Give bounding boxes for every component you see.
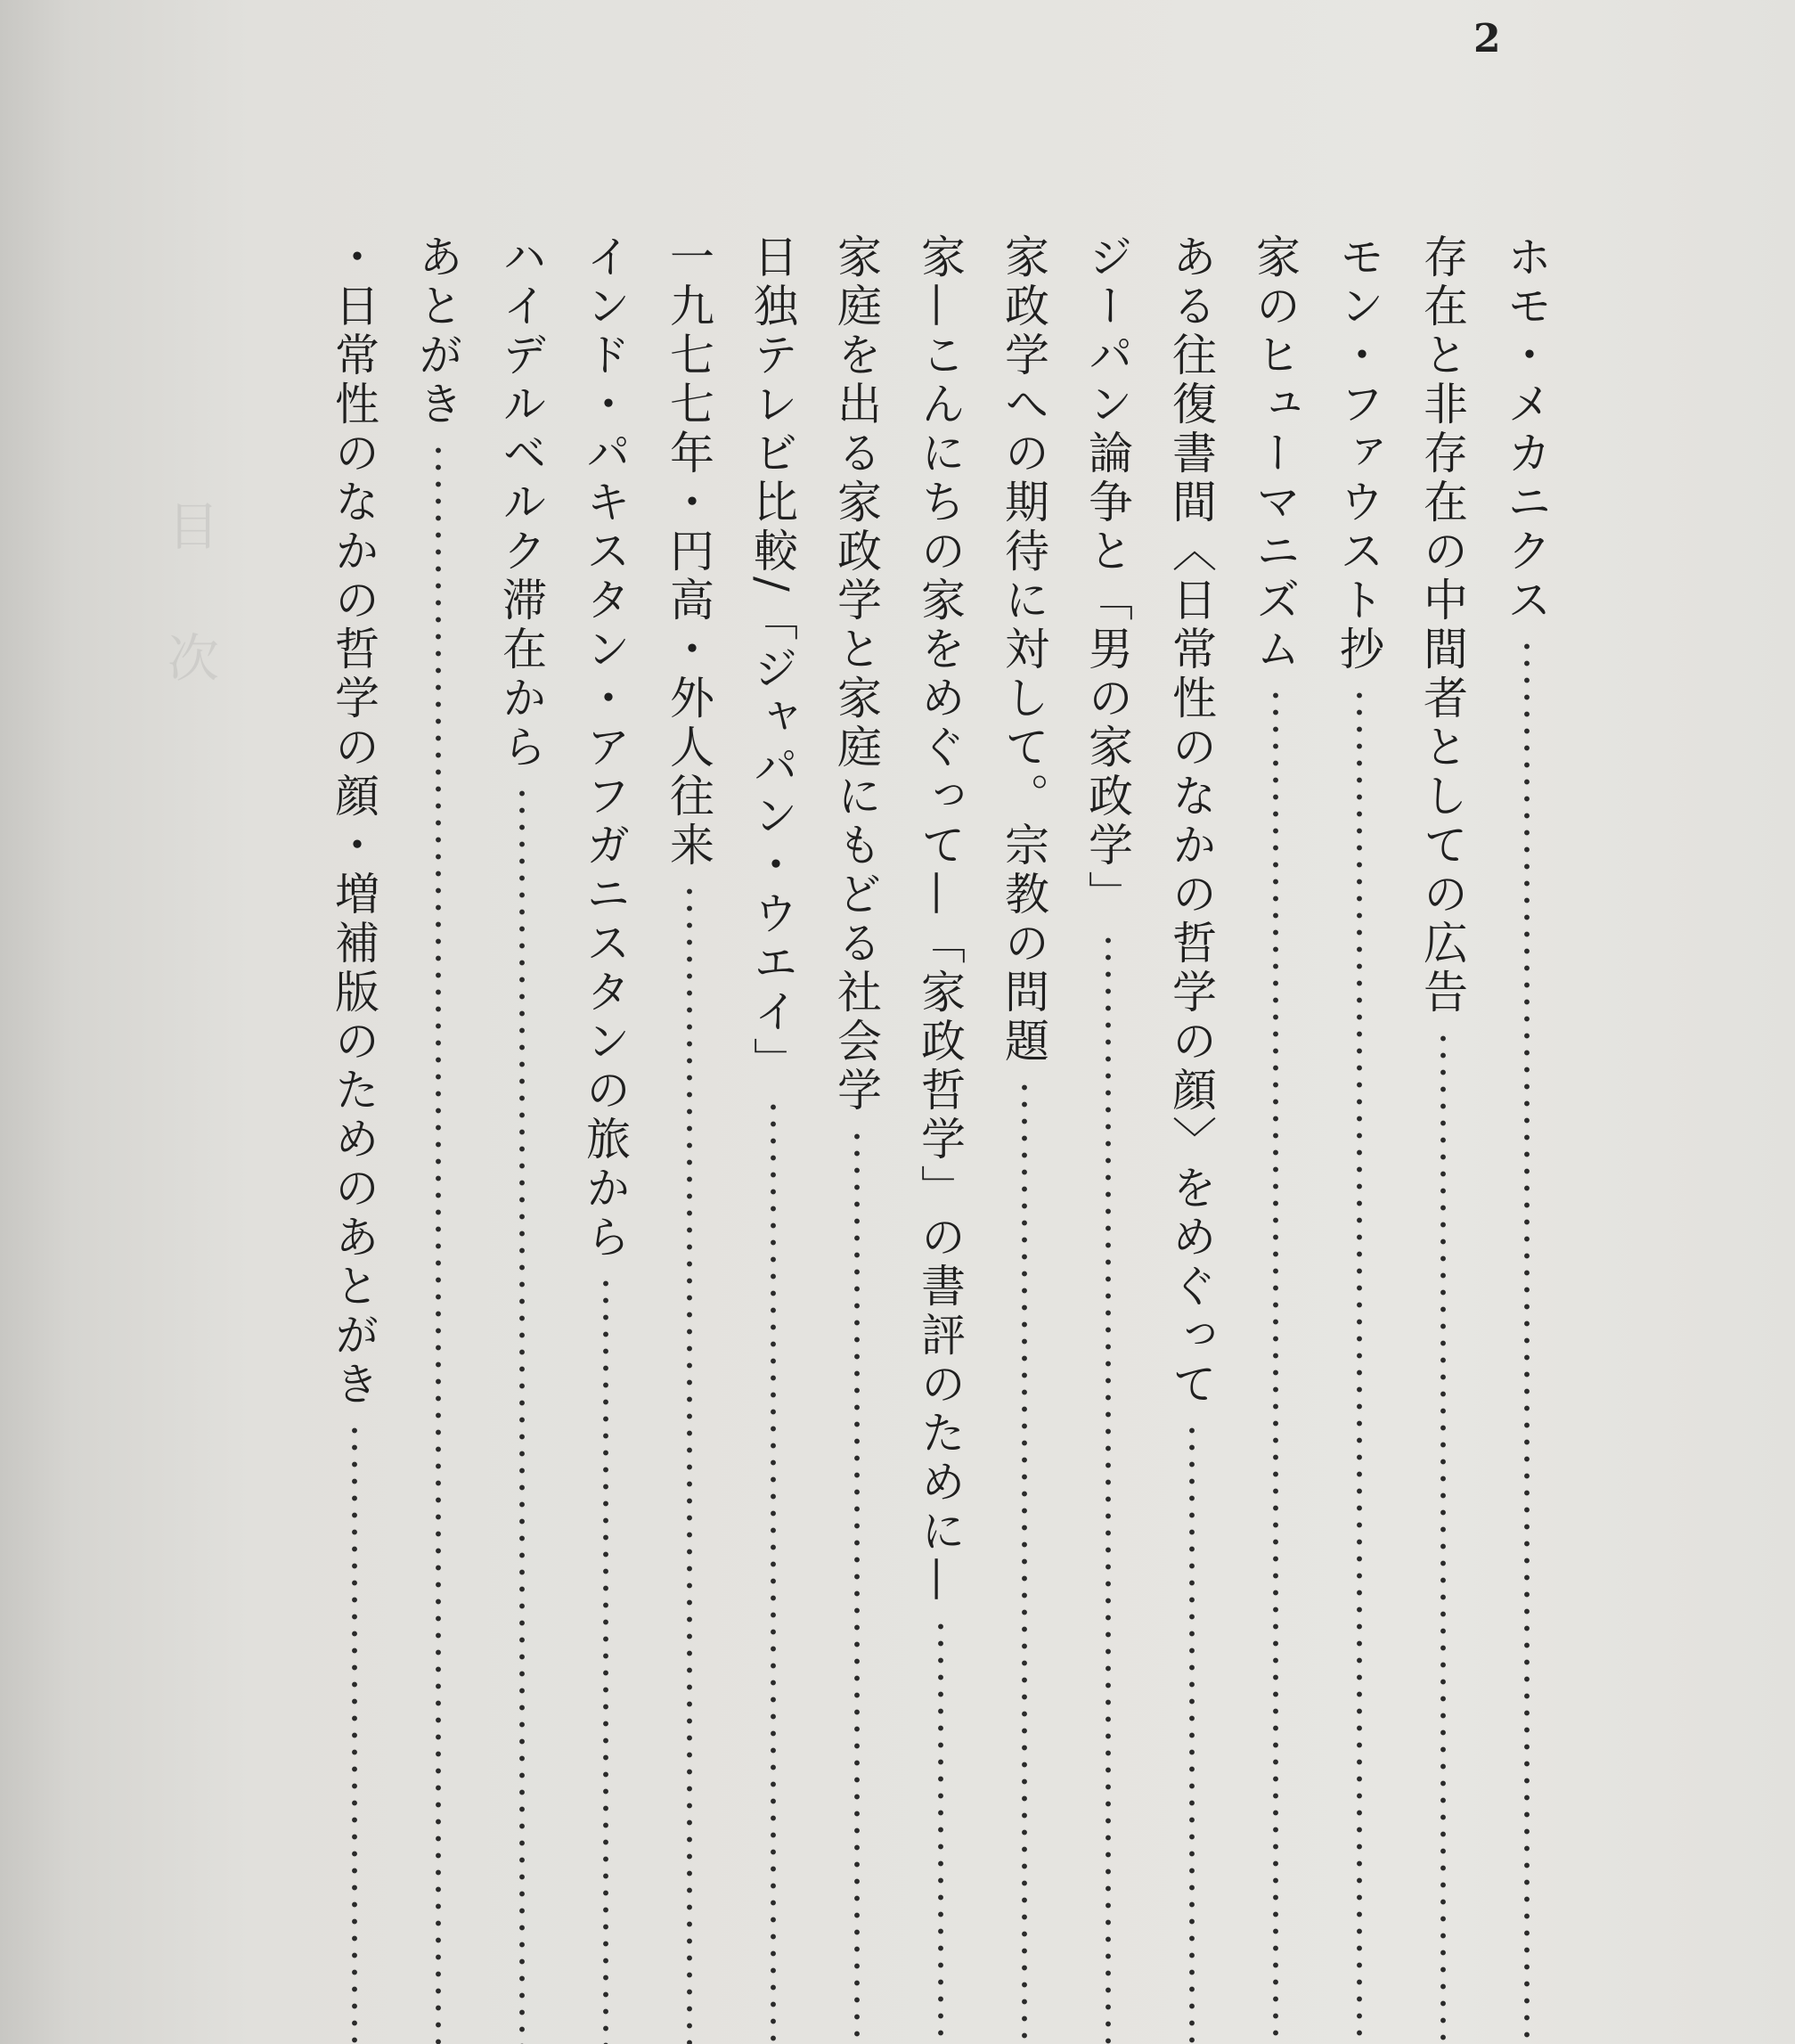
dot-leader [937,1618,944,2044]
table-of-contents [312,233,1568,2044]
toc-entry-title: モン・ファウスト抄 [1333,233,1384,675]
dot-leader [1356,687,1363,2044]
dot-leader [351,1422,358,2044]
toc-entry [1149,233,1233,2044]
dot-leader [853,1128,861,2044]
toc-entry [1317,233,1400,2044]
toc-entry-title: 一九七七年・円高・外人往来 [663,233,714,871]
dot-leader [686,883,693,2044]
toc-entry [982,233,1065,2044]
toc-entry-title: ジーパン論争と「男の家政学」 [1081,233,1133,920]
toc-entry [1400,233,1484,2044]
toc-entry [312,233,396,2044]
toc-entry [730,233,814,2044]
dot-leader [1021,1079,1028,2044]
toc-entry-title: あとがき [412,233,463,429]
toc-entry [1065,233,1149,2044]
dot-leader [602,1275,609,2044]
dot-leader [435,442,442,2044]
dot-leader [1523,638,1530,2044]
dot-leader [1188,1422,1195,2044]
toc-entry-title: ある往復書間〈日常性のなかの哲学の顔〉をめぐって [1165,233,1217,1410]
dot-leader [1272,687,1279,2044]
toc-entry-title: 家庭を出る家政学と家庭にもどる社会学 [830,233,882,1116]
toc-entry [814,233,898,2044]
dot-leader [770,1099,777,2044]
toc-entry-title: 存在と非存在の中間者としての広告 [1416,233,1468,1018]
show-through-heading: 目次 [159,499,219,763]
toc-entry [396,233,479,2044]
toc-entry-title: 家のヒューマニズム [1249,233,1301,675]
toc-entry [898,233,982,2044]
toc-entry [563,233,647,2044]
toc-entry-title: 日独テレビ比較/「ジャパン・ウエイ」 [747,233,798,1086]
toc-entry [1484,233,1568,2044]
toc-entry [479,233,563,2044]
toc-entry-title: ・日常性のなかの哲学の顔・増補版のためのあとがき [328,233,379,1410]
toc-entry-title: インド・パキスタン・アフガニスタンの旅から [579,233,631,1263]
dot-leader [518,785,526,2044]
toc-entry [1233,233,1317,2044]
toc-entry-title: 家政学への期待に対して。宗教の問題 [998,233,1049,1067]
toc-entry [647,233,730,2044]
toc-entry-title: 家—こんにちの家をめぐって—「家政哲学」の書評のために— [914,233,966,1606]
page-number: 2 [1473,16,1501,61]
toc-entry-title: ホモ・メカニクス [1500,233,1552,625]
dot-leader [1440,1030,1447,2044]
toc-entry-title: ハイデルベルク滞在から [495,233,547,773]
dot-leader [1105,932,1112,2044]
